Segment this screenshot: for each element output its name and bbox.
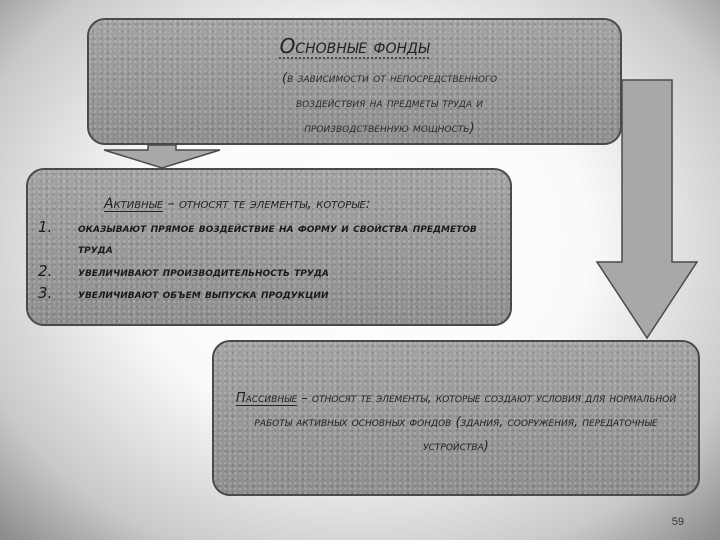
subtitle-line: воздействия на предметы труда и — [295, 95, 484, 111]
arrow-top-to-active — [104, 145, 220, 168]
passive-assets-text — [224, 387, 688, 459]
list-item — [38, 261, 498, 282]
list-item-number: 1. — [38, 218, 53, 236]
fixed-assets-box — [87, 18, 622, 145]
active-assets-heading — [104, 196, 370, 212]
list-item-number: 3. — [38, 284, 53, 302]
list-item — [38, 217, 498, 259]
fixed-assets-subtitle — [199, 66, 580, 141]
list-item-text: увеличивают производительность труда — [78, 264, 329, 279]
active-assets-box — [26, 168, 512, 326]
subtitle-line: производственную мощность) — [304, 120, 475, 136]
list-item-number: 2. — [38, 262, 53, 280]
list-item-text: увеличивают объем выпуска продукции — [78, 286, 329, 301]
list-item-text: оказывают прямое воздействие на форму и свойства предметов труда — [78, 220, 477, 256]
active-term: Активные — [104, 196, 164, 212]
active-definition: – относят те элементы, которые: — [163, 196, 371, 212]
passive-term: Пассивные — [235, 391, 298, 406]
passive-assets-box — [212, 340, 700, 496]
list-item — [38, 283, 498, 304]
subtitle-line: (в зависимости от непосредственного — [281, 70, 498, 86]
fixed-assets-title: Основные фонды — [279, 34, 430, 58]
passive-definition: – относят те элементы, которые создают условия для нормальной работы активных основных фондов (здания, сооружения, передаточные устройства) — [254, 391, 677, 454]
page-number: 59 — [671, 516, 684, 528]
